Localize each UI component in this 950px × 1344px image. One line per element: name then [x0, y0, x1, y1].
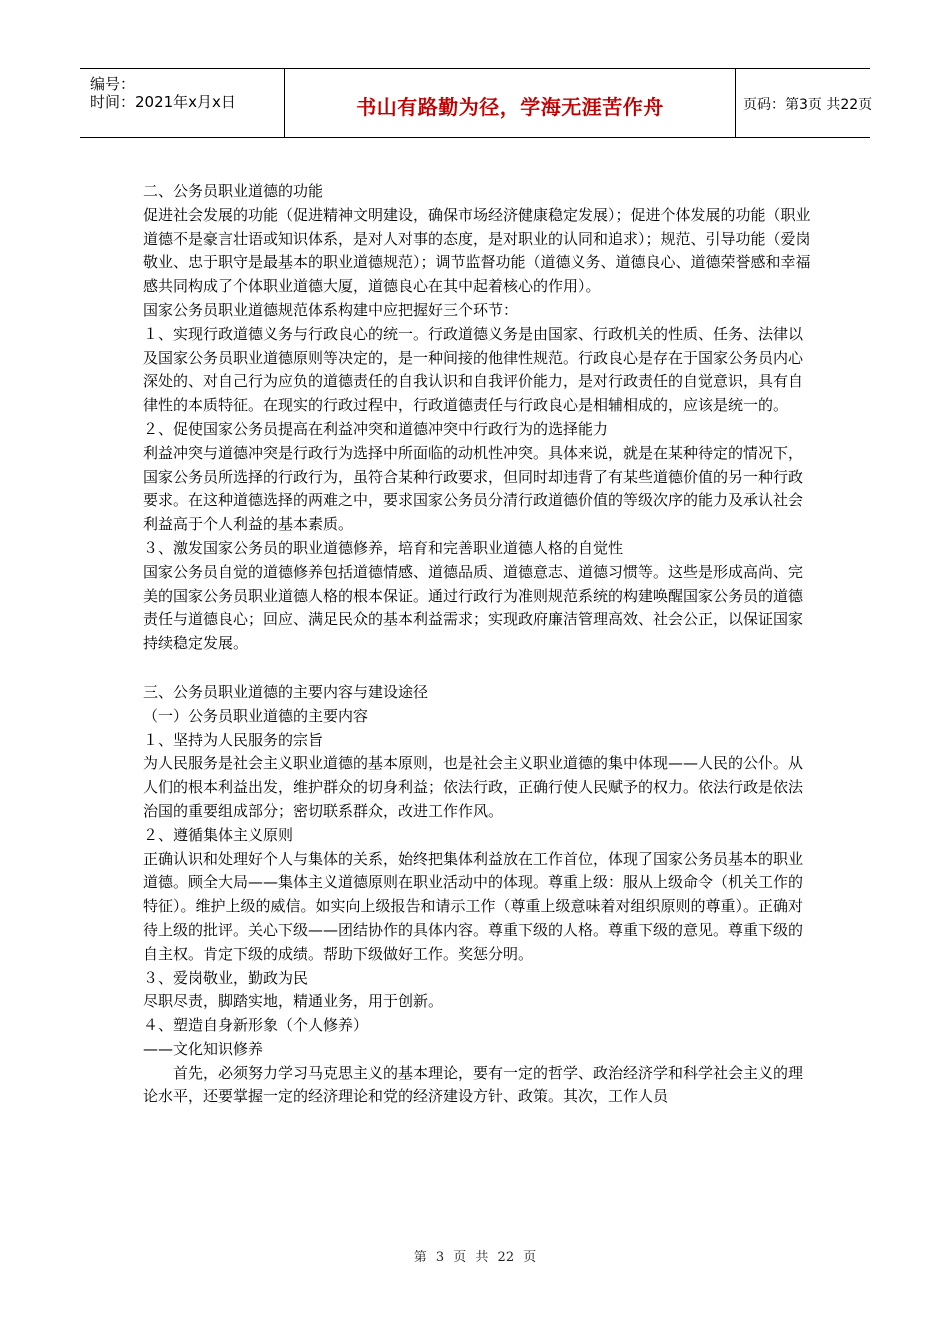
- paragraph: 国家公务员自觉的道德修养包括道德情感、道德品质、道德意志、道德习惯等。这些是形成高尚、完美的国家公务员职业道德人格的根本保证。通过行政行为准则规范系统的构建唤醒国家公务员的道德责任与道德良心；回应、满足民众的基本利益需求；实现政府廉洁管理高效、社会公正，以保证国家持续稳定发展。: [143, 562, 804, 653]
- header-motto-cell: [284, 69, 736, 137]
- paragraph: 首先，必须努力学习马克思主义的基本理论，要有一定的哲学、政治经济学和科学社会主义的理论水平，还要掌握一定的经济理论和党的经济建设方针、政策。其次，工作人员: [143, 1063, 804, 1106]
- section-heading: 二、公务员职业道德的功能: [143, 182, 324, 200]
- header-page-cell: [735, 69, 873, 137]
- subheading: ２、遵循集体主义原则: [143, 825, 294, 844]
- document-body: [143, 180, 813, 1109]
- paragraph: １、实现行政道德义务与行政良心的统一。行政道德义务是由国家、行政机关的性质、任务、法律以及国家公务员职业道德原则等决定的，是一种间接的他律性规范。行政良心是存在于国家公务员内心深处的、对自己行为应负的道德责任的自我认识和自我评价能力，是对行政责任的自觉意识，具有自律性的本质特征。在现实的行政过程中，行政道德责任与行政良心是相辅相成的，应该是统一的。: [143, 324, 804, 415]
- page-footer: 第 3 页 共 22 页: [413, 1250, 537, 1265]
- page-header: [80, 68, 873, 138]
- subheading: ３、激发国家公务员的职业道德修养，培育和完善职业道德人格的自觉性: [143, 538, 624, 557]
- motto-text: 书山有路勤为径，学海无涯苦作舟: [356, 95, 664, 119]
- subheading: ——文化知识修养: [143, 1039, 264, 1058]
- subheading: ４、塑造自身新形象（个人修养）: [143, 1016, 369, 1035]
- paragraph: 促进社会发展的功能（促进精神文明建设，确保市场经济健康稳定发展）；促进个体发展的功能（职业道德不是豪言壮语或知识体系，是对人对事的态度，是对职业的认同和追求）；规范、引导功能（爱岗敬业、忠于职守是最基本的职业道德规范）；调节监督功能（道德义务、道德良心、道德荣誉感和幸福感共同构成了个体职业道德大厦，道德良心在其中起着核心的作用）。: [143, 205, 811, 296]
- subheading: １、坚持为人民服务的宗旨: [143, 730, 324, 749]
- header-meta: [80, 69, 284, 137]
- paragraph: 国家公务员职业道德规范体系构建中应把握好三个环节：: [143, 300, 519, 319]
- section-heading: 三、公务员职业道德的主要内容与建设途径: [143, 682, 429, 701]
- paragraph: 为人民服务是社会主义职业道德的基本原则，也是社会主义职业道德的集中体现——人民的公仆。从人们的根本利益出发，维护群众的切身利益；依法行政，正确行使人民赋予的权力。依法行政是依法治国的重要组成部分；密切联系群众，改进工作作风。: [143, 754, 804, 820]
- subheading: ３、爱岗敬业，勤政为民: [143, 968, 309, 987]
- document-number-label: 编号：: [90, 75, 136, 93]
- subsection-heading: （一）公务员职业道德的主要内容: [143, 706, 369, 725]
- subheading: ２、促使国家公务员提高在利益冲突和道德冲突中行政行为的选择能力: [143, 419, 609, 438]
- section-spacer: [143, 656, 813, 681]
- paragraph: 利益冲突与道德冲突是行政行为选择中所面临的动机性冲突。具体来说，就是在某种待定的情况下，国家公务员所选择的行政行为，虽符合某种行政要求，但同时却违背了有某些道德价值的另一种行政要求。在这种道德选择的两难之中，要求国家公务员分清行政道德价值的等级次序的能力及承认社会利益高于个人利益的基本素质。: [143, 443, 804, 534]
- document-date: 时间：2021年x月x日: [90, 93, 236, 111]
- paragraph: 尽职尽责，脚踏实地，精通业务，用于创新。: [143, 992, 444, 1011]
- header-page-info: 页码：第3页 共22页: [743, 97, 873, 113]
- paragraph: 正确认识和处理好个人与集体的关系，始终把集体利益放在工作首位，体现了国家公务员基本的职业道德。顾全大局——集体主义道德原则在职业活动中的体现。尊重上级：服从上级命令（机关工作的特征）。维护上级的威信。如实向上级报告和请示工作（尊重上级意味着对组织原则的尊重）。正确对待上级的批评。关心下级——团结协作的具体内容。尊重下级的人格。尊重下级的意见。尊重下级的自主权。肯定下级的成绩。帮助下级做好工作。奖惩分明。: [143, 849, 804, 963]
